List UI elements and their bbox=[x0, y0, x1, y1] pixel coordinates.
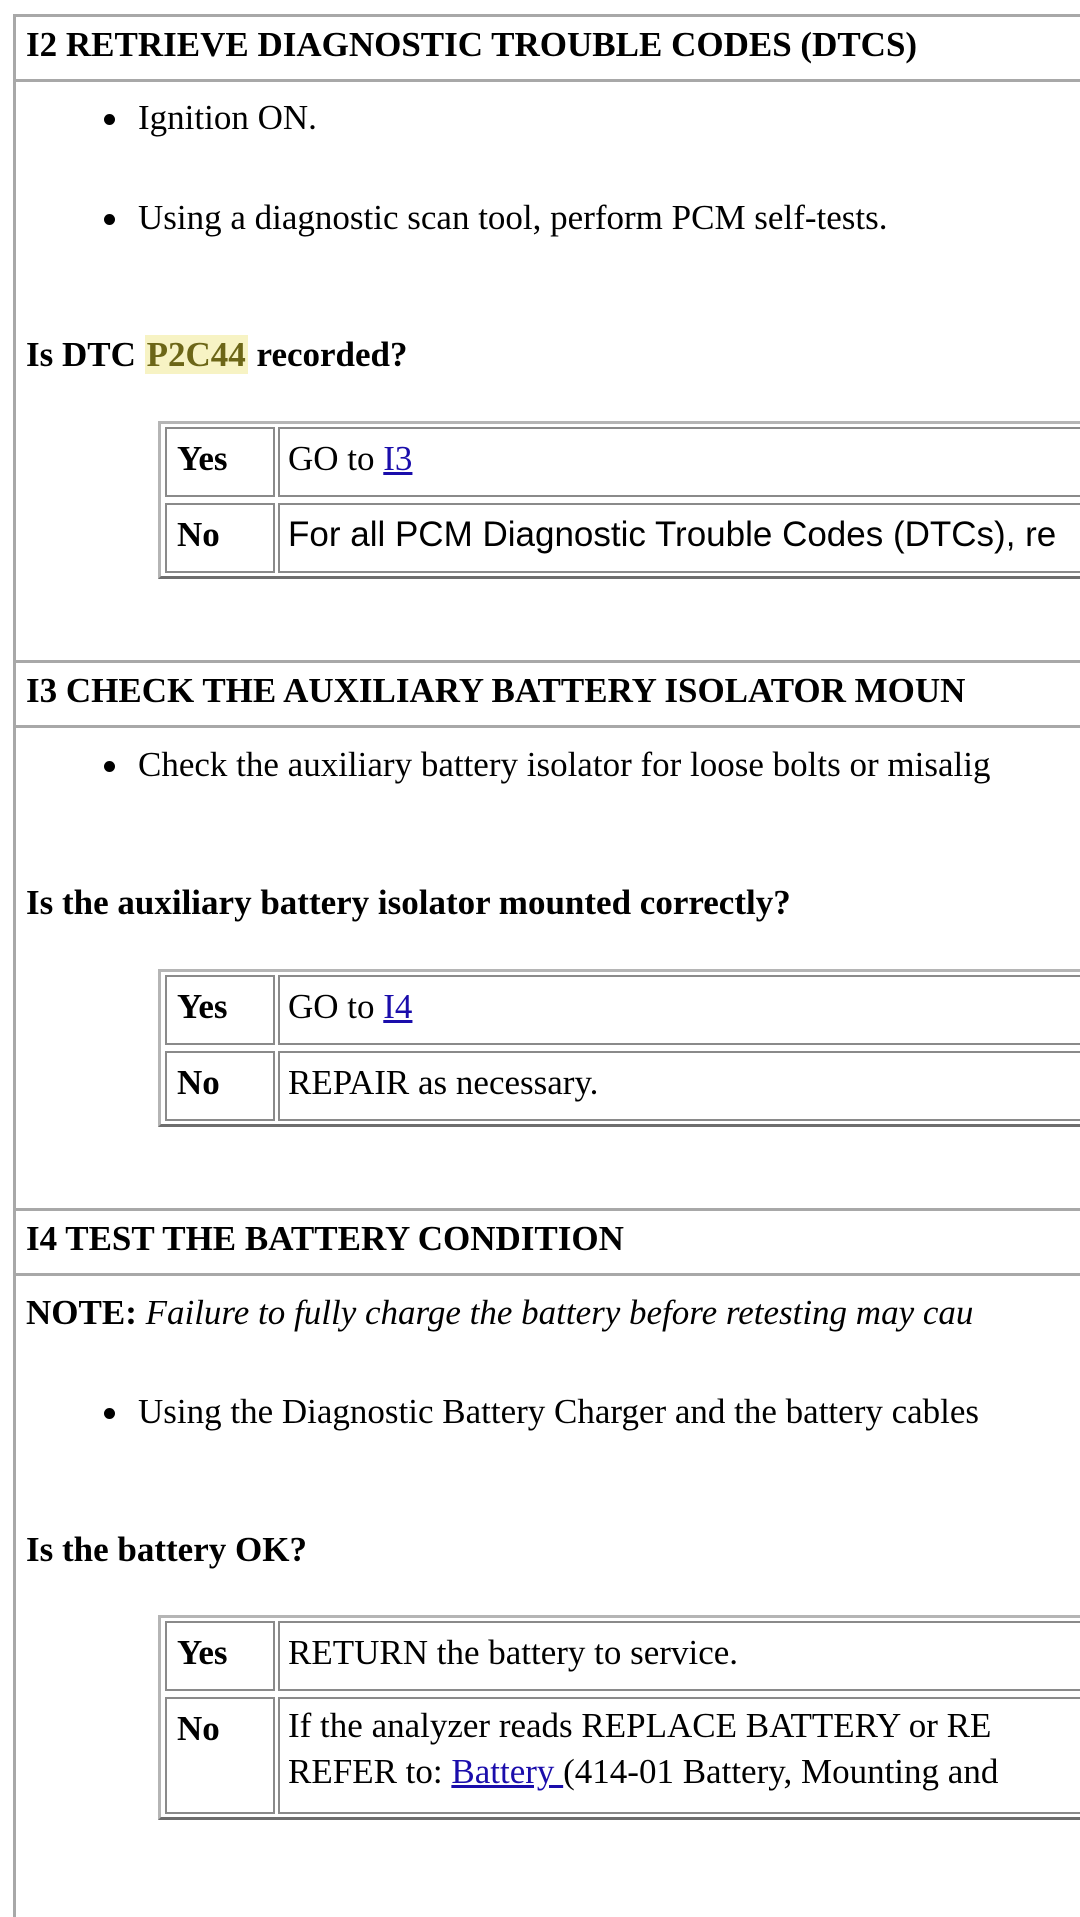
answer-row-yes bbox=[161, 424, 1080, 500]
bullet-item: Check the auxiliary battery isolator for loose bolts or misalig bbox=[138, 745, 991, 784]
answer-text: GO to I4 bbox=[278, 975, 1080, 1045]
section-header-i4 bbox=[14, 1208, 1080, 1276]
question: Is the auxiliary battery isolator mounted correctly? bbox=[26, 883, 791, 922]
bullet-item: Using a diagnostic scan tool, perform PCM self-tests. bbox=[138, 198, 888, 237]
section-header-i3 bbox=[14, 660, 1080, 728]
answer-row-no bbox=[161, 1048, 1080, 1124]
note-text: Failure to fully charge the battery before retesting may cau bbox=[136, 1293, 974, 1332]
answer-text: For all PCM Diagnostic Trouble Codes (DTCs), re bbox=[278, 503, 1080, 573]
answer-row-yes bbox=[161, 1618, 1080, 1694]
note-label: NOTE: bbox=[26, 1293, 137, 1332]
battery-link[interactable]: Battery bbox=[451, 1752, 564, 1791]
answer-table bbox=[158, 1615, 1080, 1820]
section-header-i2 bbox=[14, 14, 1080, 82]
answer-text: REPAIR as necessary. bbox=[278, 1051, 1080, 1121]
note bbox=[26, 1293, 973, 1333]
question: Is the battery OK? bbox=[26, 1530, 307, 1569]
answer-text: GO to I3 bbox=[278, 427, 1080, 497]
bullet-item: Using the Diagnostic Battery Charger and the battery cables bbox=[138, 1392, 980, 1431]
answer-text: RETURN the battery to service. bbox=[278, 1621, 1080, 1691]
section-title: I2 RETRIEVE DIAGNOSTIC TROUBLE CODES (DTCS) bbox=[26, 25, 918, 64]
answer-row-yes bbox=[161, 972, 1080, 1048]
answer-row-no bbox=[161, 1694, 1080, 1817]
section-title: I3 CHECK THE AUXILIARY BATTERY ISOLATOR MOUN bbox=[26, 671, 966, 710]
bullet-item: Ignition ON. bbox=[138, 98, 317, 137]
answer-table bbox=[158, 969, 1080, 1127]
answer-label: No bbox=[165, 1051, 275, 1121]
answer-label: Yes bbox=[165, 1621, 275, 1691]
dtc-code-highlight: P2C44 bbox=[146, 335, 246, 374]
answer-label: Yes bbox=[165, 427, 275, 497]
goto-i3-link[interactable]: I3 bbox=[383, 439, 413, 478]
goto-i4-link[interactable]: I4 bbox=[383, 987, 413, 1026]
section-title: I4 TEST THE BATTERY CONDITION bbox=[26, 1219, 624, 1258]
answer-text: If the analyzer reads REPLACE BATTERY or RE REFER to: Battery (414-01 Battery, Mounting and bbox=[278, 1697, 1080, 1814]
answer-label: Yes bbox=[165, 975, 275, 1045]
answer-label: No bbox=[165, 1697, 275, 1814]
question: Is DTC P2C44 recorded? bbox=[26, 335, 408, 374]
answer-label: No bbox=[165, 503, 275, 573]
answer-table bbox=[158, 421, 1080, 579]
answer-row-no bbox=[161, 500, 1080, 576]
